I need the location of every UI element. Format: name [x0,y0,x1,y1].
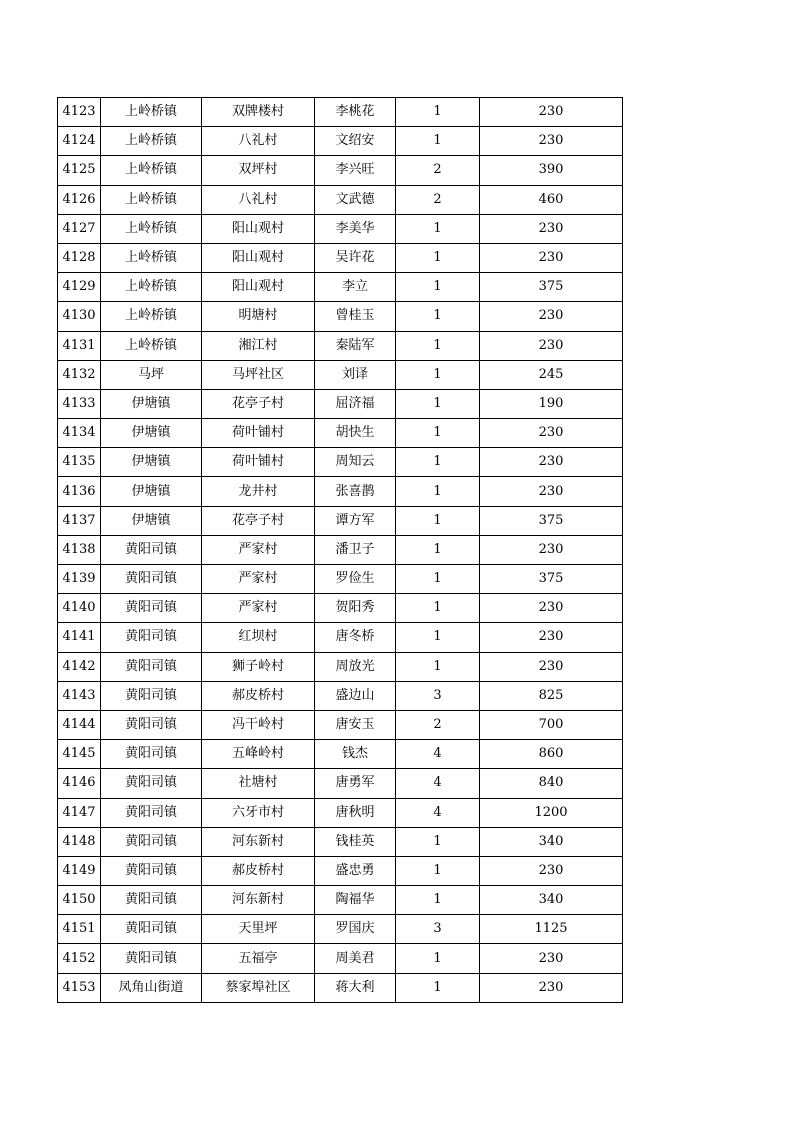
village-cell: 冯干岭村 [202,710,315,739]
name-cell: 秦陆军 [315,331,396,360]
table-row [58,886,623,915]
village-cell: 严家村 [202,565,315,594]
row-number-cell: 4133 [58,389,101,418]
count-cell: 4 [396,798,480,827]
name-cell: 唐冬桥 [315,623,396,652]
table-row [58,448,623,477]
count-cell: 3 [396,915,480,944]
amount-cell: 340 [480,886,623,915]
village-cell: 龙井村 [202,477,315,506]
row-number-cell: 4134 [58,419,101,448]
row-number-cell: 4139 [58,565,101,594]
village-cell: 阳山观村 [202,243,315,272]
row-number-cell: 4150 [58,886,101,915]
amount-cell: 230 [480,214,623,243]
town-cell: 黄阳司镇 [101,886,202,915]
village-cell: 郝皮桥村 [202,856,315,885]
amount-cell: 230 [480,944,623,973]
village-cell: 五福亭 [202,944,315,973]
town-cell: 黄阳司镇 [101,535,202,564]
amount-cell: 825 [480,681,623,710]
table-row [58,127,623,156]
row-number-cell: 4153 [58,973,101,1002]
table-row [58,389,623,418]
amount-cell: 860 [480,740,623,769]
table-row [58,273,623,302]
amount-cell: 230 [480,331,623,360]
name-cell: 盛忠勇 [315,856,396,885]
name-cell: 文武德 [315,185,396,214]
village-cell: 阳山观村 [202,273,315,302]
count-cell: 1 [396,652,480,681]
town-cell: 黄阳司镇 [101,798,202,827]
village-cell: 八礼村 [202,127,315,156]
row-number-cell: 4148 [58,827,101,856]
row-number-cell: 4142 [58,652,101,681]
row-number-cell: 4126 [58,185,101,214]
row-number-cell: 4131 [58,331,101,360]
town-cell: 黄阳司镇 [101,594,202,623]
village-cell: 社塘村 [202,769,315,798]
name-cell: 唐秋明 [315,798,396,827]
count-cell: 4 [396,740,480,769]
village-cell: 阳山观村 [202,214,315,243]
name-cell: 陶福华 [315,886,396,915]
row-number-cell: 4137 [58,506,101,535]
table-row [58,798,623,827]
name-cell: 钱桂英 [315,827,396,856]
name-cell: 钱杰 [315,740,396,769]
name-cell: 文绍安 [315,127,396,156]
town-cell: 黄阳司镇 [101,769,202,798]
row-number-cell: 4141 [58,623,101,652]
name-cell: 屈济福 [315,389,396,418]
count-cell: 1 [396,448,480,477]
table-row [58,98,623,127]
town-cell: 上岭桥镇 [101,302,202,331]
table-row [58,827,623,856]
table-row [58,565,623,594]
name-cell: 刘译 [315,360,396,389]
village-cell: 河东新村 [202,886,315,915]
town-cell: 伊塘镇 [101,448,202,477]
count-cell: 1 [396,302,480,331]
village-cell: 蔡家埠社区 [202,973,315,1002]
town-cell: 黄阳司镇 [101,565,202,594]
name-cell: 李立 [315,273,396,302]
row-number-cell: 4130 [58,302,101,331]
row-number-cell: 4124 [58,127,101,156]
town-cell: 黄阳司镇 [101,652,202,681]
town-cell: 上岭桥镇 [101,273,202,302]
row-number-cell: 4149 [58,856,101,885]
amount-cell: 700 [480,710,623,739]
count-cell: 1 [396,944,480,973]
name-cell: 周知云 [315,448,396,477]
table-row [58,944,623,973]
table-row [58,243,623,272]
table-row [58,769,623,798]
name-cell: 潘卫子 [315,535,396,564]
amount-cell: 230 [480,594,623,623]
row-number-cell: 4151 [58,915,101,944]
name-cell: 蒋大利 [315,973,396,1002]
count-cell: 1 [396,623,480,652]
name-cell: 罗俭生 [315,565,396,594]
row-number-cell: 4132 [58,360,101,389]
count-cell: 1 [396,331,480,360]
row-number-cell: 4138 [58,535,101,564]
table-row [58,331,623,360]
town-cell: 黄阳司镇 [101,827,202,856]
name-cell: 谭方军 [315,506,396,535]
name-cell: 罗国庆 [315,915,396,944]
count-cell: 1 [396,214,480,243]
village-cell: 明塘村 [202,302,315,331]
town-cell: 黄阳司镇 [101,740,202,769]
table-row [58,185,623,214]
amount-cell: 230 [480,243,623,272]
town-cell: 上岭桥镇 [101,98,202,127]
count-cell: 1 [396,973,480,1002]
village-cell: 红坝村 [202,623,315,652]
town-cell: 上岭桥镇 [101,127,202,156]
town-cell: 黄阳司镇 [101,710,202,739]
name-cell: 周美君 [315,944,396,973]
village-cell: 天里坪 [202,915,315,944]
row-number-cell: 4143 [58,681,101,710]
row-number-cell: 4128 [58,243,101,272]
table-row [58,652,623,681]
count-cell: 1 [396,827,480,856]
village-cell: 六牙市村 [202,798,315,827]
row-number-cell: 4144 [58,710,101,739]
table-body [58,98,623,1003]
amount-cell: 230 [480,419,623,448]
amount-cell: 190 [480,389,623,418]
count-cell: 1 [396,594,480,623]
town-cell: 伊塘镇 [101,506,202,535]
village-cell: 狮子岭村 [202,652,315,681]
amount-cell: 1200 [480,798,623,827]
count-cell: 2 [396,156,480,185]
table-row [58,856,623,885]
table-row [58,477,623,506]
village-cell: 湘江村 [202,331,315,360]
count-cell: 2 [396,710,480,739]
village-cell: 荷叶铺村 [202,419,315,448]
name-cell: 周放光 [315,652,396,681]
village-cell: 五峰岭村 [202,740,315,769]
row-number-cell: 4135 [58,448,101,477]
name-cell: 李兴旺 [315,156,396,185]
count-cell: 1 [396,565,480,594]
table-row [58,681,623,710]
amount-cell: 840 [480,769,623,798]
amount-cell: 230 [480,535,623,564]
amount-cell: 1125 [480,915,623,944]
amount-cell: 230 [480,477,623,506]
count-cell: 1 [396,856,480,885]
name-cell: 唐安玉 [315,710,396,739]
name-cell: 贺阳秀 [315,594,396,623]
name-cell: 张喜鹊 [315,477,396,506]
amount-cell: 390 [480,156,623,185]
table-row [58,915,623,944]
table-row [58,623,623,652]
amount-cell: 340 [480,827,623,856]
town-cell: 黄阳司镇 [101,623,202,652]
row-number-cell: 4146 [58,769,101,798]
town-cell: 凤角山街道 [101,973,202,1002]
name-cell: 李桃花 [315,98,396,127]
row-number-cell: 4123 [58,98,101,127]
table-row [58,302,623,331]
town-cell: 上岭桥镇 [101,156,202,185]
amount-cell: 460 [480,185,623,214]
town-cell: 上岭桥镇 [101,331,202,360]
amount-cell: 230 [480,448,623,477]
village-cell: 花亭子村 [202,389,315,418]
village-cell: 八礼村 [202,185,315,214]
town-cell: 伊塘镇 [101,477,202,506]
table-row [58,710,623,739]
village-cell: 严家村 [202,535,315,564]
amount-cell: 230 [480,623,623,652]
amount-cell: 230 [480,856,623,885]
count-cell: 1 [396,273,480,302]
count-cell: 1 [396,535,480,564]
amount-cell: 375 [480,565,623,594]
count-cell: 1 [396,389,480,418]
amount-cell: 230 [480,652,623,681]
name-cell: 吴许花 [315,243,396,272]
row-number-cell: 4125 [58,156,101,185]
town-cell: 伊塘镇 [101,419,202,448]
row-number-cell: 4129 [58,273,101,302]
table-row [58,360,623,389]
town-cell: 上岭桥镇 [101,214,202,243]
village-cell: 双牌楼村 [202,98,315,127]
count-cell: 1 [396,477,480,506]
town-cell: 伊塘镇 [101,389,202,418]
village-cell: 双坪村 [202,156,315,185]
village-cell: 严家村 [202,594,315,623]
town-cell: 黄阳司镇 [101,681,202,710]
row-number-cell: 4127 [58,214,101,243]
count-cell: 1 [396,360,480,389]
town-cell: 黄阳司镇 [101,856,202,885]
row-number-cell: 4136 [58,477,101,506]
count-cell: 1 [396,127,480,156]
name-cell: 唐勇军 [315,769,396,798]
amount-cell: 375 [480,506,623,535]
name-cell: 胡快生 [315,419,396,448]
count-cell: 3 [396,681,480,710]
count-cell: 1 [396,98,480,127]
amount-cell: 375 [480,273,623,302]
name-cell: 李美华 [315,214,396,243]
village-cell: 花亭子村 [202,506,315,535]
count-cell: 1 [396,419,480,448]
town-cell: 马坪 [101,360,202,389]
count-cell: 1 [396,243,480,272]
amount-cell: 230 [480,302,623,331]
table-row [58,594,623,623]
town-cell: 黄阳司镇 [101,944,202,973]
table-row [58,506,623,535]
amount-cell: 230 [480,127,623,156]
table-row [58,214,623,243]
town-cell: 上岭桥镇 [101,243,202,272]
row-number-cell: 4145 [58,740,101,769]
village-cell: 河东新村 [202,827,315,856]
count-cell: 1 [396,886,480,915]
amount-cell: 230 [480,98,623,127]
town-cell: 上岭桥镇 [101,185,202,214]
count-cell: 1 [396,506,480,535]
row-number-cell: 4147 [58,798,101,827]
name-cell: 曾桂玉 [315,302,396,331]
row-number-cell: 4152 [58,944,101,973]
village-cell: 马坪社区 [202,360,315,389]
town-cell: 黄阳司镇 [101,915,202,944]
row-number-cell: 4140 [58,594,101,623]
village-cell: 荷叶铺村 [202,448,315,477]
name-cell: 盛边山 [315,681,396,710]
table-row [58,740,623,769]
data-table [57,97,623,1003]
table-row [58,535,623,564]
amount-cell: 230 [480,973,623,1002]
table-row [58,156,623,185]
count-cell: 2 [396,185,480,214]
table-row [58,419,623,448]
table-row [58,973,623,1002]
amount-cell: 245 [480,360,623,389]
village-cell: 郝皮桥村 [202,681,315,710]
count-cell: 4 [396,769,480,798]
